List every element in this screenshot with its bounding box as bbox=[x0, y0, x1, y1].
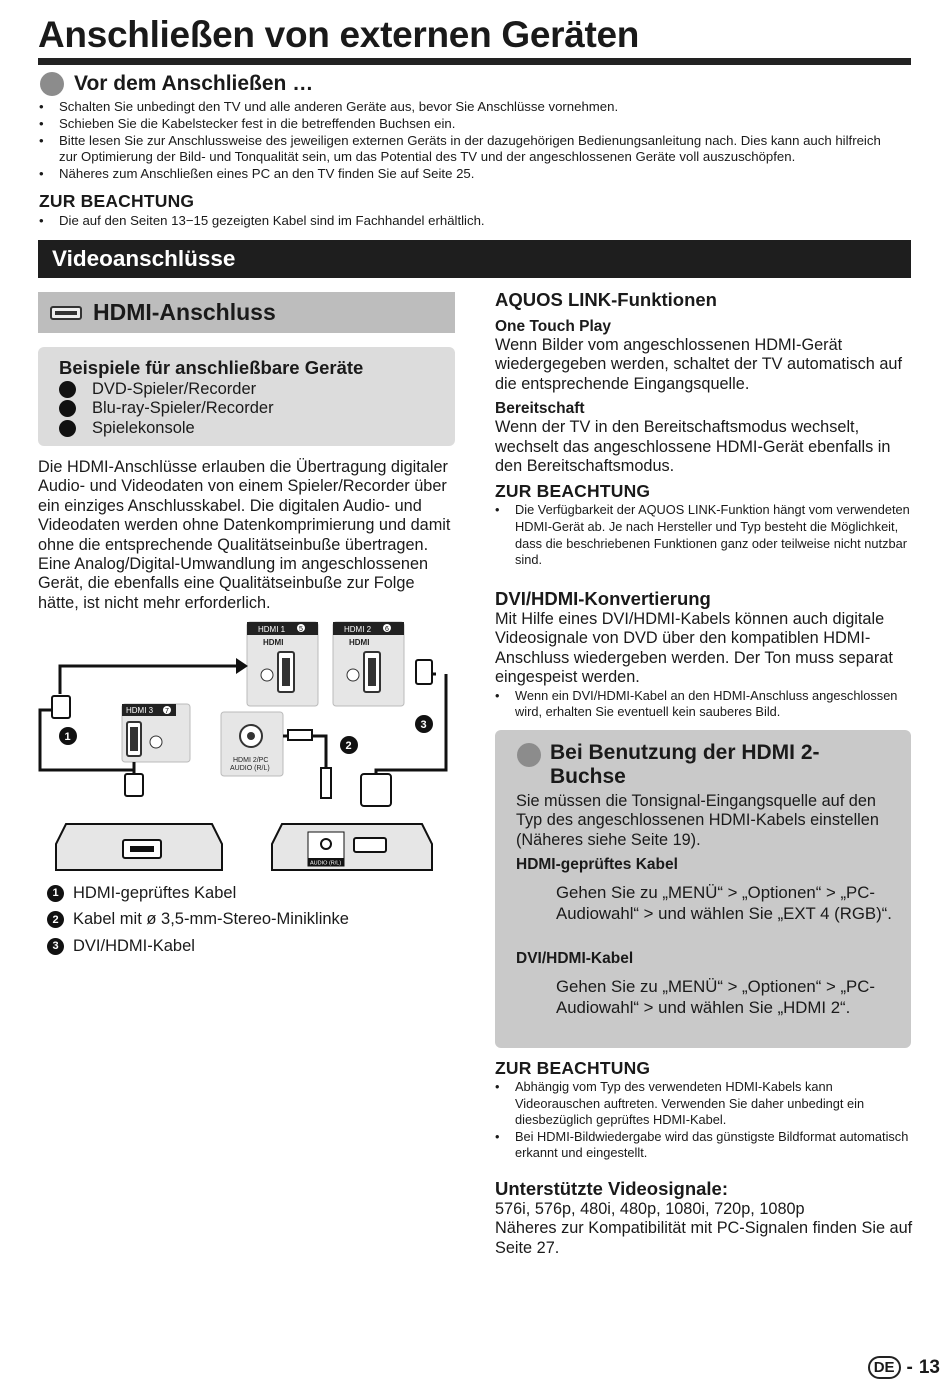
list-item: Spielekonsole bbox=[59, 419, 455, 438]
signals-section bbox=[495, 1178, 915, 1258]
pre-list bbox=[39, 99, 899, 183]
examples-heading: Beispiele für anschließbare Geräte bbox=[59, 357, 364, 378]
hdmi3-num: 7 bbox=[165, 708, 169, 715]
hdmi-title: HDMI-Anschluss bbox=[93, 299, 276, 325]
hdmi-logo: HDMI bbox=[263, 638, 284, 647]
hdmi2-text: Sie müssen die Tonsignal-Eingangsquelle auf den Typ des angeschlossenen HDMI-Kabels einstellen (Näheres siehe Seite 19). bbox=[516, 792, 879, 849]
hdmi-body: Die HDMI-Anschlüsse erlauben die Übertragung digitaler Audio- und Videodaten von einem Spieler/Recorder über ein einziges Anschlusskabel. Die digitalen Audio- und Videodaten werden ohne Datenkomprimierung und damit ohne die entsprechende Qualitätseinbuße übertragen. Eine Analog/Digital-Umwandlung im angeschlossenen Gerät, die ebenfalls eine Qualitätseinbuße zur Folge hätte, ist nicht mehr erforderlich. bbox=[38, 458, 451, 612]
svg-text:2: 2 bbox=[345, 740, 352, 752]
list-item: • Bei HDMI-Bildwiedergabe wird das günstigste Bildformat automatisch erkannt und eingestellt. bbox=[495, 1129, 915, 1162]
list-item: • Die Verfügbarkeit der AQUOS LINK-Funktion hängt vom verwendeten HDMI-Gerät ab. Je nach Hersteller und Typ besteht die Möglichkeit, dass die beschriebenen Funktionen ganz oder teilweise nicht nutzbar sind. bbox=[495, 502, 915, 568]
cable-legend bbox=[47, 880, 447, 960]
hdmi2-port bbox=[333, 622, 404, 706]
device-left bbox=[56, 824, 222, 870]
cable1-text: Gehen Sie zu „MENÜ“ > „Optionen“ > „PC-Audiowahl“ > und wählen Sie „EXT 4 (RGB)“. bbox=[556, 883, 892, 923]
standby-text: Wenn der TV in den Bereitschaftsmodus wechselt, wechselt das angeschlossene HDMI-Gerät ebenfalls in den Bereitschaftsmodus. bbox=[495, 418, 891, 476]
legend-row: 2 Kabel mit ø 3,5-mm-Stereo-Miniklinke bbox=[47, 907, 447, 934]
connection-diagram bbox=[36, 618, 458, 874]
svg-text:3: 3 bbox=[420, 719, 427, 731]
legend-row: 1 HDMI-geprüftes Kabel bbox=[47, 880, 447, 907]
bullet-icon bbox=[59, 420, 76, 437]
note2-section bbox=[495, 1058, 915, 1162]
audio-label-2: AUDIO (R/L) bbox=[230, 765, 270, 772]
title-rule bbox=[38, 58, 911, 65]
signals-text: Näheres zur Kompatibilität mit PC-Signalen finden Sie auf Seite 27. bbox=[495, 1219, 913, 1257]
signals-list: 576i, 576p, 480i, 480p, 1080i, 720p, 1080p bbox=[495, 1200, 805, 1218]
footer-separator: - bbox=[906, 1356, 913, 1378]
otp-text: Wenn Bilder vom angeschlossenen HDMI-Gerät wiedergegeben werden, schaltet der TV automatisch auf die entsprechende Eingangsquelle. bbox=[495, 336, 902, 393]
hdmi-plug-icon bbox=[125, 774, 143, 796]
list-item: • Die auf den Seiten 13−15 gezeigten Kabel sind im Fachhandel erhältlich. bbox=[39, 213, 899, 230]
standby-heading: Bereitschaft bbox=[495, 400, 585, 418]
hdmi-heading bbox=[38, 292, 455, 333]
pre-heading bbox=[40, 72, 313, 96]
list-item: • Wenn ein DVI/HDMI-Kabel an den HDMI-Anschluss angeschlossen wird, erhalten Sie eventuell kein sauberes Bild. bbox=[495, 688, 915, 721]
heading-dot-icon bbox=[517, 743, 541, 767]
hdmi2-num: 6 bbox=[385, 626, 389, 633]
list-item: DVD-Spieler/Recorder bbox=[59, 380, 455, 399]
hdmi-logo: HDMI bbox=[349, 638, 370, 647]
dvi-heading: DVI/HDMI-Konvertierung bbox=[495, 588, 711, 609]
hdmi2-box bbox=[495, 730, 911, 1048]
cable2-heading: DVI/HDMI-Kabel bbox=[516, 950, 634, 967]
list-item: • Bitte lesen Sie zur Anschlussweise des jeweiligen externen Geräts in der dazugehörigen Bedienungsanleitung nach. Dies kann auch hilfreich zur Optimierung der Bild- und Tonqualität sein, um das Potential des TV und der angeschlossenen Geräte voll auszuschöpfen. bbox=[39, 133, 899, 167]
list-item: • Schalten Sie unbedingt den TV und alle anderen Geräte aus, bevor Sie Anschlüsse vornehmen. bbox=[39, 99, 899, 116]
hdmi3-port bbox=[122, 704, 190, 762]
section-title: Videoanschlüsse bbox=[38, 240, 911, 278]
note-heading: ZUR BEACHTUNG bbox=[39, 191, 195, 211]
bullet-icon bbox=[59, 400, 76, 417]
page-number: 13 bbox=[918, 1356, 940, 1378]
hdmi3-label: HDMI 3 bbox=[126, 706, 154, 715]
cable1-heading: HDMI-geprüftes Kabel bbox=[516, 856, 678, 873]
aquos-section bbox=[495, 289, 915, 569]
hdmi2-label: HDMI 2 bbox=[344, 625, 372, 634]
page-title: Anschließen von externen Geräten bbox=[38, 14, 640, 55]
list-item: • Abhängig vom Typ des verwendeten HDMI-Kabels kann Videorauschen auftreten. Verwenden Sie daher unbedingt ein diesbezüglich geprüftes HDMI-Kabel. bbox=[495, 1079, 915, 1129]
list-item: Blu-ray-Spieler/Recorder bbox=[59, 399, 455, 418]
audio-port bbox=[221, 712, 283, 776]
dvi-section bbox=[495, 588, 915, 721]
hdmi1-num: 5 bbox=[299, 626, 303, 633]
otp-heading: One Touch Play bbox=[495, 318, 611, 335]
note-heading: ZUR BEACHTUNG bbox=[495, 1058, 651, 1078]
note-heading: ZUR BEACHTUNG bbox=[495, 481, 651, 502]
pre-heading-text: Vor dem Anschließen … bbox=[74, 72, 314, 95]
language-badge: DE bbox=[868, 1356, 901, 1379]
hdmi-plug-icon bbox=[50, 306, 82, 320]
hdmi1-port bbox=[247, 622, 318, 706]
legend-row: 3 DVI/HDMI-Kabel bbox=[47, 933, 447, 960]
signals-heading: Unterstützte Videosignale: bbox=[495, 1178, 729, 1199]
hdmi-plug-icon bbox=[52, 696, 70, 718]
pre-note bbox=[39, 191, 899, 230]
dvi-text: Mit Hilfe eines DVI/HDMI-Kabels können auch digitale Videosignale von DVD über den kompatiblen HDMI-Anschluss wiedergeben werden. Der Ton muss separat eingespeist werden. bbox=[495, 610, 893, 687]
list-item: • Näheres zum Anschließen eines PC an den TV finden Sie auf Seite 25. bbox=[39, 166, 899, 183]
hdmi2-heading: Bei Benutzung der HDMI 2-Buchse bbox=[517, 741, 850, 789]
bullet-icon bbox=[59, 381, 76, 398]
list-item: • Schieben Sie die Kabelstecker fest in die betreffenden Buchsen ein. bbox=[39, 116, 899, 133]
heading-dot-icon bbox=[40, 72, 64, 96]
hdmi-plug-icon bbox=[416, 660, 432, 684]
examples-box bbox=[38, 347, 455, 446]
hdmi1-label: HDMI 1 bbox=[258, 625, 286, 634]
svg-text:1: 1 bbox=[64, 731, 71, 743]
jack-plug-icon bbox=[321, 768, 331, 798]
jack-plug-icon bbox=[288, 730, 312, 740]
dvi-plug-icon bbox=[361, 774, 391, 806]
aquos-heading: AQUOS LINK-Funktionen bbox=[495, 289, 717, 310]
device-audio-label: AUDIO (R/L) bbox=[310, 860, 342, 867]
device-right bbox=[272, 824, 432, 870]
cable2-text: Gehen Sie zu „MENÜ“ > „Optionen“ > „PC-Audiowahl“ > und wählen Sie „HDMI 2“. bbox=[556, 977, 875, 1017]
audio-label-1: HDMI 2/PC bbox=[233, 757, 269, 764]
page-footer bbox=[868, 1356, 940, 1379]
